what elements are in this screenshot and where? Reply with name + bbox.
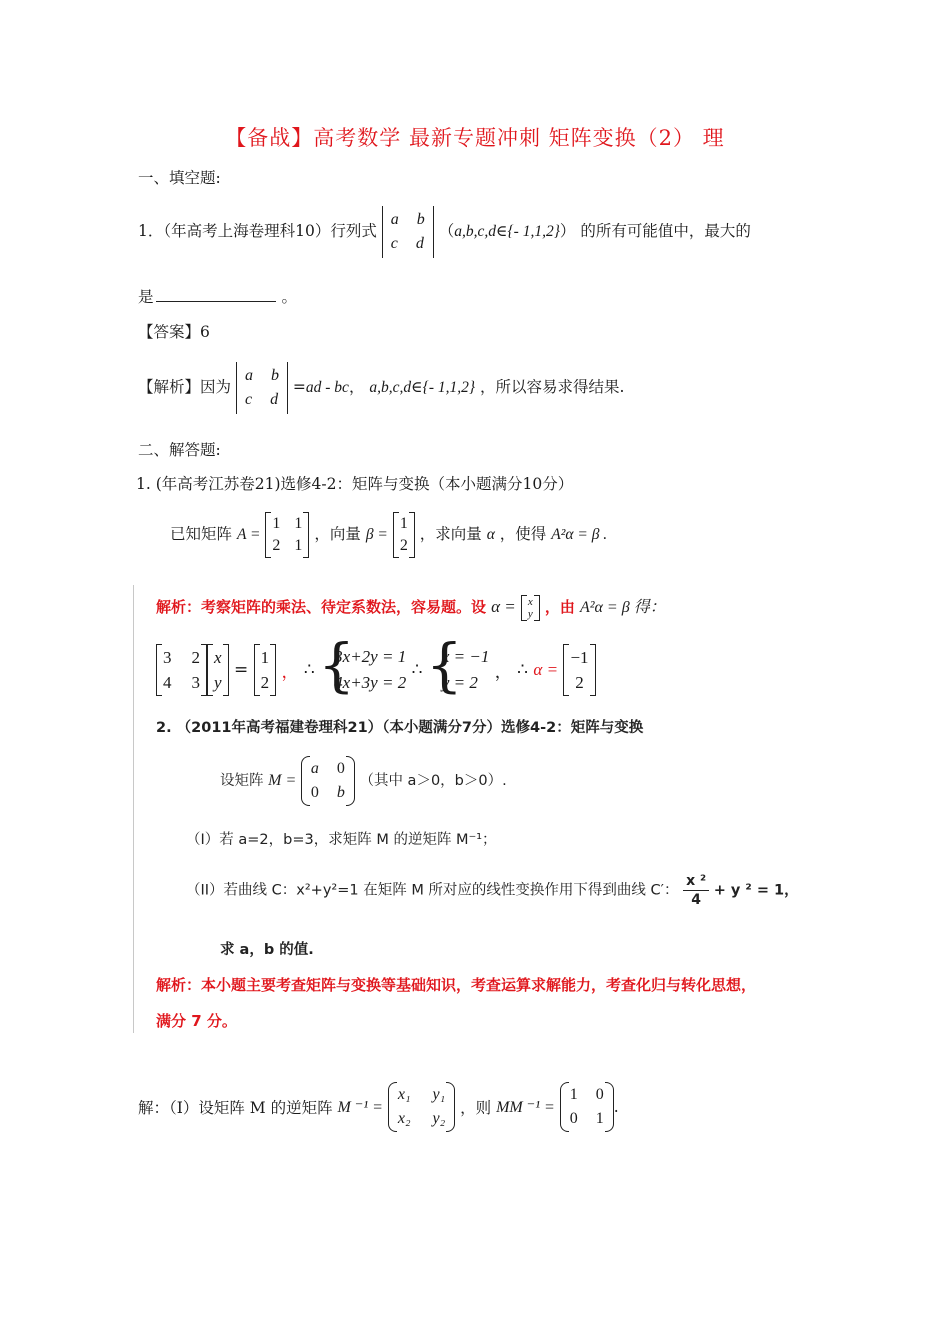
det-d: d: [270, 391, 279, 408]
question-3-matrix: [220, 756, 507, 806]
vx: x: [527, 595, 533, 608]
r1: 1: [260, 648, 270, 667]
analysis1-determinant: [236, 362, 288, 414]
m11: 3: [163, 648, 172, 667]
answer-1: 【答案】6: [138, 323, 210, 341]
M22: b: [336, 784, 345, 801]
frac-denominator: 4: [691, 892, 701, 908]
image-border: [133, 585, 134, 1033]
m12: 2: [191, 648, 200, 667]
frac-numerator: x ²: [683, 872, 709, 891]
inv11: x₁: [397, 1086, 411, 1103]
sol2-red-line: 解析：考察矩阵的乘法、待定系数法，容易题。设: [156, 598, 487, 616]
i12: 0: [595, 1086, 604, 1103]
sol3-Minv: M ⁻¹ =: [337, 1099, 383, 1116]
q1-condition: a,b,c,d∈{- 1,1,2}: [454, 223, 560, 240]
vector-rhs: [254, 644, 277, 696]
M12: 0: [336, 760, 345, 777]
solution-3: [138, 1082, 619, 1132]
section-solve: 二、解答题:: [138, 441, 221, 459]
res2: 2: [575, 673, 584, 692]
q2-alpha: α: [486, 526, 495, 543]
analysis1-cond: a,b,c,d∈{- 1,1,2}: [369, 379, 476, 396]
q2-vec-text: ，向量: [314, 525, 361, 543]
analysis1-expr: ad - bc: [305, 379, 349, 396]
question-2-body: [170, 512, 607, 558]
b2: 2: [399, 537, 408, 554]
sol2-red-tail: ，由: [544, 598, 575, 616]
matrix-A-squared: [156, 644, 207, 696]
q3-M-label: M =: [268, 772, 297, 789]
alpha-symbol: α =: [533, 660, 559, 679]
sys1-eq2: 4x+3y = 2: [334, 673, 407, 692]
q1-line2-prefix: 是: [138, 288, 154, 306]
sys1-eq1: { 3x+2y = 1: [334, 647, 407, 666]
analysis1-suffix: ，所以容易求得结果.: [480, 378, 625, 396]
det-a: a: [244, 367, 253, 384]
sys2-eq1: { x = −1: [441, 647, 490, 666]
a21: 2: [272, 537, 281, 554]
therefore-1: ∴: [303, 660, 315, 680]
matrix-A: [265, 512, 309, 558]
det-a: a: [390, 211, 399, 228]
r2: 2: [260, 673, 270, 692]
res1: −1: [570, 648, 589, 667]
q3-part2-suffix: + y ² = 1，: [713, 882, 799, 899]
m21: 4: [163, 673, 172, 692]
q2-beta-label: β =: [365, 526, 388, 543]
sol3-then: ，则: [460, 1099, 492, 1117]
question-3-part1: （I）若 a=2，b=3，求矩阵 M 的逆矩阵 M⁻¹；: [186, 832, 497, 848]
sol3-MM: MM ⁻¹ =: [496, 1099, 555, 1116]
section-fill-in: 一、填空题:: [138, 169, 221, 187]
q2-known: 已知矩阵: [170, 525, 233, 543]
sol2-alpha-eq: α =: [491, 597, 516, 616]
question-3-analysis-line2: 满分 7 分。: [156, 1012, 237, 1030]
question-1-line2: [138, 285, 297, 307]
question-3-analysis: 解析：本小题主要考查矩阵与变换等基础知识，考查运算求解能力，考查化归与转化思想，: [156, 976, 757, 994]
q3-set: 设矩阵: [220, 773, 264, 789]
det-b: b: [416, 211, 425, 228]
det-b: b: [270, 367, 279, 384]
therefore-3: ∴: [517, 660, 528, 680]
inv21: x₂: [397, 1110, 411, 1127]
i11: 1: [569, 1086, 578, 1103]
i22: 1: [595, 1110, 604, 1127]
matrix-Minv: [388, 1082, 455, 1132]
matrix-M: [301, 756, 355, 806]
sol3-end: .: [613, 1098, 619, 1116]
a11: 1: [272, 515, 281, 532]
b1: 1: [399, 515, 408, 532]
solution-2-red: [156, 594, 666, 621]
inv12: y₁: [432, 1086, 446, 1103]
vy: y: [527, 607, 533, 620]
vector-beta: [393, 512, 415, 558]
answer-blank[interactable]: [156, 287, 276, 302]
sol3-prefix: 解：（I）设矩阵 M 的逆矩阵: [138, 1099, 333, 1117]
q2-find: ，求向量: [419, 525, 482, 543]
q1-prefix: 1．（年高考上海卷理科10）行列式: [138, 222, 377, 240]
det-c: c: [244, 391, 253, 408]
vector-xy: [207, 644, 229, 696]
det-c: c: [390, 235, 398, 252]
q1-determinant: [382, 206, 434, 258]
a12: 1: [294, 515, 303, 532]
a22: 1: [294, 537, 303, 554]
analysis1-prefix: 【解析】因为: [138, 378, 232, 396]
solution-2-equations: 3 2 4 3 x y = 1 2 ， ∴ { 3x+2y = 1 4x+3y = 2 ∴ { x = −1 y = 2 ， ∴ α = −1 2: [156, 644, 596, 696]
i21: 0: [569, 1110, 578, 1127]
sol2-red-eq: A²α = β 得：: [579, 599, 666, 616]
sys2-eq2: y = 2: [441, 673, 478, 692]
x: x: [214, 648, 222, 667]
m22: 3: [191, 673, 200, 692]
matrix-identity: [560, 1082, 614, 1132]
q1-suffix: 的所有可能值中，最大的: [580, 222, 751, 240]
system-1: [320, 644, 406, 696]
question-3-part2-line2: 求 a，b 的值.: [220, 942, 314, 958]
q2-A-label: A =: [236, 526, 261, 543]
inv22: y₂: [432, 1110, 446, 1127]
q2-eq: A²α = β .: [551, 526, 608, 543]
M21: 0: [310, 784, 319, 801]
q3-part2-prefix: （II）若曲线 C：x²+y²=1 在矩阵 M 所对应的线性变换作用下得到曲线 C′：: [186, 882, 679, 899]
therefore-2: ∴: [411, 660, 423, 680]
q3-cond: （其中 a＞0，b＞0）.: [359, 773, 507, 789]
question-3-part2: [186, 872, 799, 909]
fraction-x2-over-4: [683, 872, 709, 909]
sol2-vec-xy: [521, 595, 540, 621]
system-2: [428, 644, 490, 696]
analysis-1: 【解析】因为 a b c d =ad - bc， a,b,c,d∈{- 1,1,2} ，所以容易求得结果.: [138, 362, 624, 414]
q2-so: ，使得: [499, 525, 547, 543]
question-1: 1．（年高考上海卷理科10）行列式 a b c d （a,b,c,d∈{- 1,1,2}） 的所有可能值中，最大的: [138, 206, 751, 258]
question-3-heading: 2. （2011年高考福建卷理科21）（本小题满分7分）选修4-2：矩阵与变换: [156, 720, 644, 736]
M11: a: [310, 760, 319, 777]
det-d: d: [415, 235, 424, 252]
page-title: 【备战】高考数学 最新专题冲刺 矩阵变换（2） 理: [225, 126, 725, 150]
y: y: [214, 673, 222, 692]
q1-line2-suffix: 。: [281, 288, 298, 306]
question-2-heading: 1. (年高考江苏卷21)选修4-2：矩阵与变换（本小题满分10分）: [136, 475, 574, 493]
vector-result: [563, 644, 595, 696]
